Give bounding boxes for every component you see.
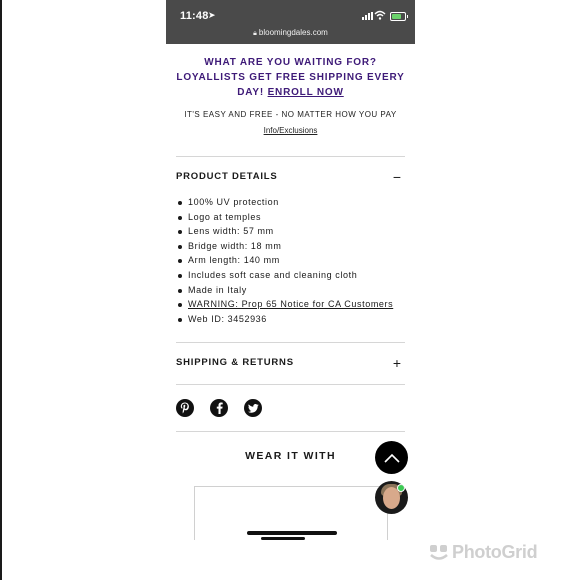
chevron-up-icon: [384, 453, 400, 463]
collapse-icon[interactable]: −: [392, 169, 401, 185]
enroll-now-link[interactable]: ENROLL NOW: [267, 87, 344, 98]
signal-icon: [362, 12, 373, 20]
photogrid-logo-icon: [430, 545, 448, 561]
list-item: Bridge width: 18 mm: [174, 241, 409, 256]
shipping-returns-title: SHIPPING & RETURNS: [176, 357, 294, 368]
promo-headline-text: WHAT ARE YOU WAITING FOR? LOYALLISTS GET FREE SHIPPING EVERY DAY!: [176, 57, 405, 98]
divider: [176, 384, 405, 385]
loyallist-promo: [176, 55, 405, 138]
wear-it-with-title: WEAR IT WITH: [245, 450, 336, 462]
product-details-list: [174, 197, 409, 328]
twitter-glyph: [248, 404, 259, 413]
product-image: [247, 531, 337, 535]
pinterest-icon[interactable]: [176, 399, 194, 417]
promo-headline: [176, 55, 405, 100]
list-item: Made in Italy: [174, 285, 409, 300]
status-time: 11:48: [180, 10, 209, 22]
info-exclusions-link[interactable]: Info/Exclusions: [263, 126, 318, 135]
product-details-header[interactable]: [176, 167, 405, 187]
lock-icon: 🔒︎: [253, 30, 257, 37]
left-border: [0, 0, 2, 580]
twitter-icon[interactable]: [244, 399, 262, 417]
prop65-warning-link[interactable]: WARNING: Prop 65 Notice for CA Customers: [188, 299, 394, 310]
list-item: Lens width: 57 mm: [174, 226, 409, 241]
online-status-icon: [397, 484, 405, 492]
photogrid-watermark: [430, 542, 537, 563]
location-arrow-icon: ➤: [208, 10, 216, 20]
product-details-title: PRODUCT DETAILS: [176, 171, 278, 182]
list-item: Arm length: 140 mm: [174, 255, 409, 270]
product-image-detail: [261, 537, 305, 540]
promo-subtext: IT'S EASY AND FREE - NO MATTER HOW YOU PAY: [184, 110, 397, 119]
social-share: [176, 399, 262, 417]
chat-agent-avatar[interactable]: [375, 481, 408, 514]
pinterest-glyph: [180, 402, 190, 414]
address-bar[interactable]: [166, 28, 415, 38]
divider: [176, 156, 405, 157]
divider: [176, 342, 405, 343]
list-item: Logo at temples: [174, 212, 409, 227]
shipping-returns-header[interactable]: [176, 353, 405, 373]
wifi-icon: [374, 10, 386, 20]
list-item: 100% UV protection: [174, 197, 409, 212]
battery-icon: [390, 12, 406, 21]
url-text: bloomingdales.com: [258, 28, 328, 37]
divider: [176, 431, 405, 432]
status-bar: [166, 0, 415, 44]
list-item: Includes soft case and cleaning cloth: [174, 270, 409, 285]
facebook-glyph: [216, 402, 223, 414]
list-item: Web ID: 3452936: [174, 314, 409, 329]
recommended-product-card[interactable]: [194, 486, 388, 540]
watermark-text: PhotoGrid: [452, 542, 538, 562]
list-item: [174, 299, 409, 314]
facebook-icon[interactable]: [210, 399, 228, 417]
scroll-to-top-button[interactable]: [375, 441, 408, 474]
expand-icon[interactable]: +: [392, 355, 401, 371]
